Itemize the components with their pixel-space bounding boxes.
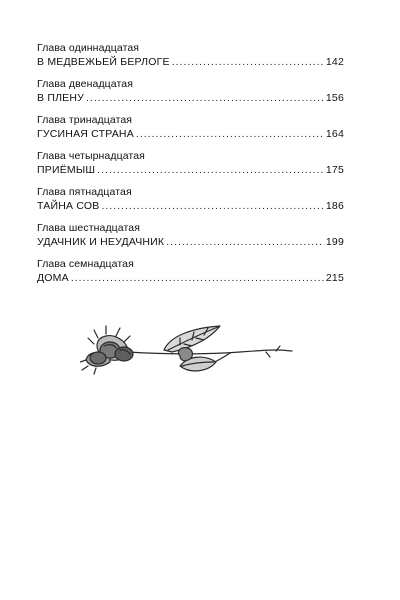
chapter-title: В МЕДВЕЖЬЕЙ БЕРЛОГЕ bbox=[37, 56, 170, 68]
table-of-contents bbox=[37, 42, 344, 294]
dot-leader bbox=[71, 271, 324, 286]
hazelnut-branch-icon bbox=[80, 322, 295, 382]
chapter-number: Глава тринадцатая bbox=[37, 114, 133, 126]
chapter-number: Глава семнадцатая bbox=[37, 258, 134, 270]
dot-leader bbox=[172, 55, 324, 70]
page-number: 175 bbox=[325, 164, 344, 176]
chapter-number: Глава шестнадцатая bbox=[37, 222, 141, 234]
page-number: 142 bbox=[325, 56, 344, 68]
chapter-number: Глава одиннадцатая bbox=[37, 42, 140, 54]
page-number: 215 bbox=[325, 272, 344, 284]
dot-leader bbox=[101, 199, 323, 214]
page-number: 199 bbox=[325, 236, 344, 248]
toc-line bbox=[37, 91, 344, 106]
toc-entry bbox=[37, 78, 344, 114]
dot-leader bbox=[136, 127, 324, 142]
chapter-title: ДОМА bbox=[37, 272, 69, 284]
toc-line bbox=[37, 163, 344, 178]
toc-entry bbox=[37, 186, 344, 222]
toc-line bbox=[37, 199, 344, 214]
toc-entry bbox=[37, 222, 344, 258]
chapter-number: Глава пятнадцатая bbox=[37, 186, 132, 198]
toc-line bbox=[37, 235, 344, 250]
toc-line bbox=[37, 271, 344, 286]
dot-leader bbox=[166, 235, 324, 250]
chapter-title: УДАЧНИК И НЕУДАЧНИК bbox=[37, 236, 165, 248]
chapter-title: ПРИЁМЫШ bbox=[37, 164, 96, 176]
toc-entry bbox=[37, 114, 344, 150]
page-number: 186 bbox=[325, 200, 344, 212]
page-number: 156 bbox=[325, 92, 344, 104]
chapter-number: Глава четырнадцатая bbox=[37, 150, 145, 162]
toc-line bbox=[37, 55, 344, 70]
chapter-number: Глава двенадцатая bbox=[37, 78, 134, 90]
page-number: 164 bbox=[325, 128, 344, 140]
chapter-title: ТАЙНА СОВ bbox=[37, 200, 100, 212]
toc-entry bbox=[37, 258, 344, 294]
chapter-title: В ПЛЕНУ bbox=[37, 92, 85, 104]
chapter-title: ГУСИНАЯ СТРАНА bbox=[37, 128, 134, 140]
toc-entry bbox=[37, 42, 344, 78]
toc-line bbox=[37, 127, 344, 142]
dot-leader bbox=[86, 91, 324, 106]
dot-leader bbox=[97, 163, 324, 178]
toc-entry bbox=[37, 150, 344, 186]
